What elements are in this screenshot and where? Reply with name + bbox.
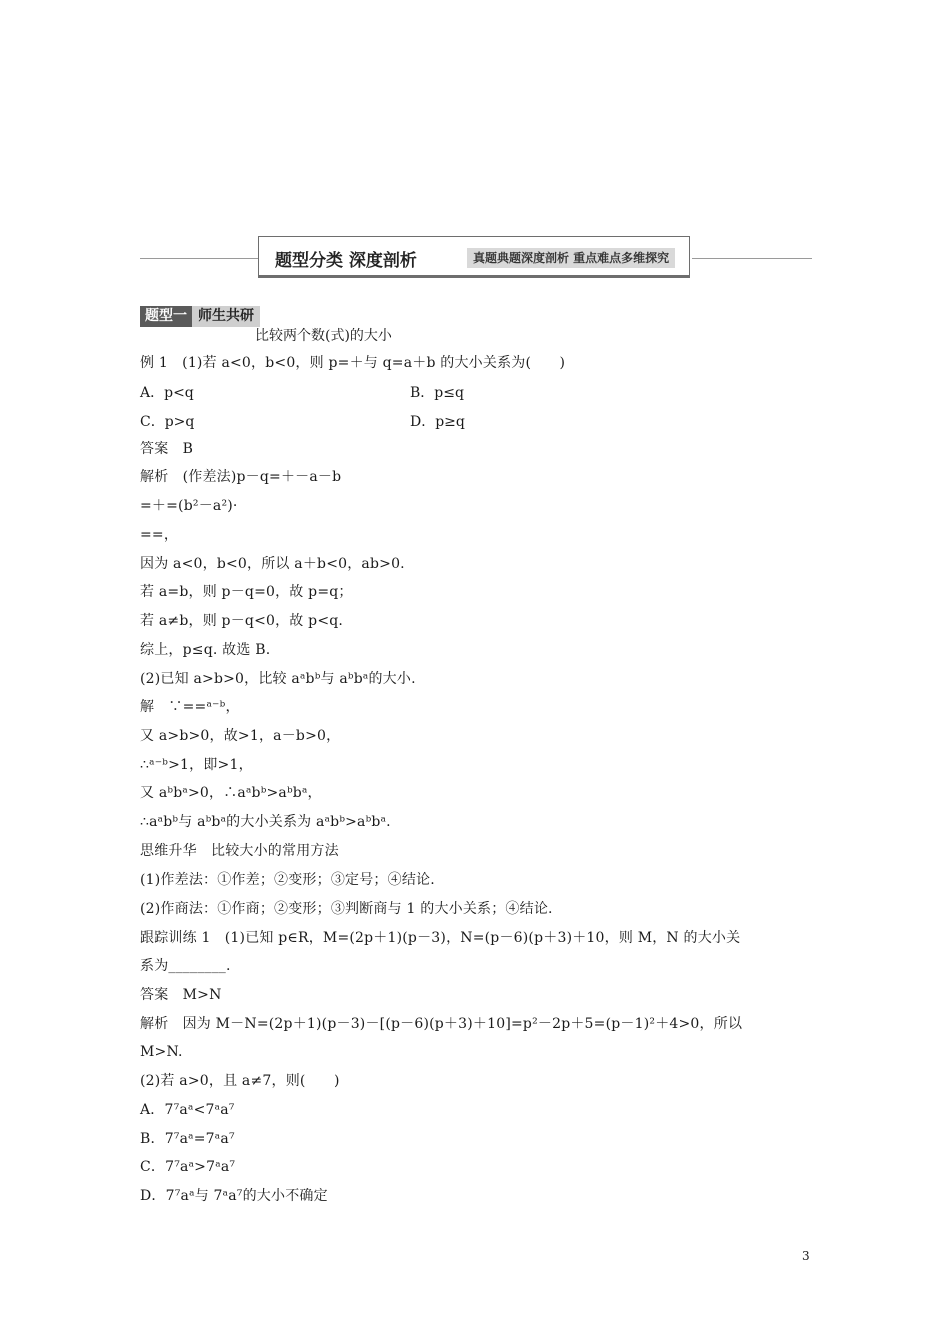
analysis-line: 综上，p≤q. 故选 B. (140, 642, 271, 658)
part2-line: (2)已知 a>b>0，比较 aᵃbᵇ与 aᵇbᵃ的大小. (140, 671, 416, 687)
example1-option-a: A．p<q (140, 385, 194, 401)
analysis-line: ==， (140, 527, 179, 543)
banner-box (258, 236, 690, 278)
summary-title: 思维升华 比较大小的常用方法 (140, 843, 339, 859)
type-name: 师生共研 (192, 306, 260, 327)
part2-line: ∴ᵃ⁻ᵇ>1，即>1， (140, 757, 253, 773)
topic-title: 比较两个数(式)的大小 (255, 328, 392, 344)
banner-rule-left (140, 258, 258, 259)
example1-option-c: C．p>q (140, 414, 195, 430)
training1-option: B．7⁷aᵃ=7ᵃa⁷ (140, 1131, 235, 1147)
example1-answer: 答案 B (140, 441, 194, 457)
training1-option: D．7⁷aᵃ与 7ᵃa⁷的大小不确定 (140, 1188, 328, 1204)
training1-answer: 答案 M>N (140, 987, 222, 1003)
example1-stem: 例 1 (1)若 a<0，b<0，则 p=＋与 q=a＋b 的大小关系为( ) (140, 355, 566, 371)
page-number: 3 (802, 1249, 810, 1263)
analysis-line: 若 a≠b，则 p－q<0，故 p<q. (140, 613, 344, 629)
analysis-line: 因为 a<0，b<0，所以 a＋b<0，ab>0. (140, 556, 405, 572)
part2-line: 解 ∵==ᵃ⁻ᵇ， (140, 699, 240, 715)
example1-option-d: D．p≥q (410, 414, 465, 430)
analysis-line: 若 a=b，则 p－q=0，故 p=q； (140, 584, 353, 600)
training1-stem: 跟踪训练 1 (1)已知 p∈R，M=(2p＋1)(p－3)，N=(p－6)(p＋3)＋10，则 M，N 的大小关 (140, 930, 741, 946)
summary-item: (2)作商法：①作商；②变形；③判断商与 1 的大小关系；④结论. (140, 901, 553, 917)
type-tag: 题型一 (140, 306, 192, 327)
training1-part2-stem: (2)若 a>0，且 a≠7，则( ) (140, 1073, 340, 1089)
analysis-line: 解析 (作差法)p－q=＋－a－b (140, 469, 342, 485)
part2-line: ∴aᵃbᵇ与 aᵇbᵃ的大小关系为 aᵃbᵇ>aᵇbᵃ. (140, 814, 391, 830)
summary-item: (1)作差法：①作差；②变形；③定号；④结论. (140, 872, 435, 888)
training1-analysis-cont: M>N. (140, 1044, 183, 1060)
training1-option: A．7⁷aᵃ<7ᵃa⁷ (140, 1102, 235, 1118)
part2-line: 又 aᵇbᵃ>0，∴aᵃbᵇ>aᵇbᵃ， (140, 785, 322, 801)
banner-rule-right (692, 258, 812, 259)
banner-subtitle: 真题典题深度剖析 重点难点多维探究 (467, 248, 675, 268)
part2-line: 又 a>b>0，故>1，a－b>0， (140, 728, 341, 744)
analysis-line: =＋=(b²－a²)· (140, 498, 238, 514)
training1-option: C．7⁷aᵃ>7ᵃa⁷ (140, 1159, 236, 1175)
example1-option-b: B．p≤q (410, 385, 464, 401)
question-type-label (140, 306, 260, 327)
section-banner (140, 236, 812, 282)
banner-title: 题型分类 深度剖析 (275, 251, 417, 271)
training1-stem-cont: 系为________. (140, 958, 231, 974)
training1-analysis: 解析 因为 M－N=(2p＋1)(p－3)－[(p－6)(p＋3)＋10]=p²－2p＋5=(p－1)²＋4>0，所以 (140, 1016, 743, 1032)
